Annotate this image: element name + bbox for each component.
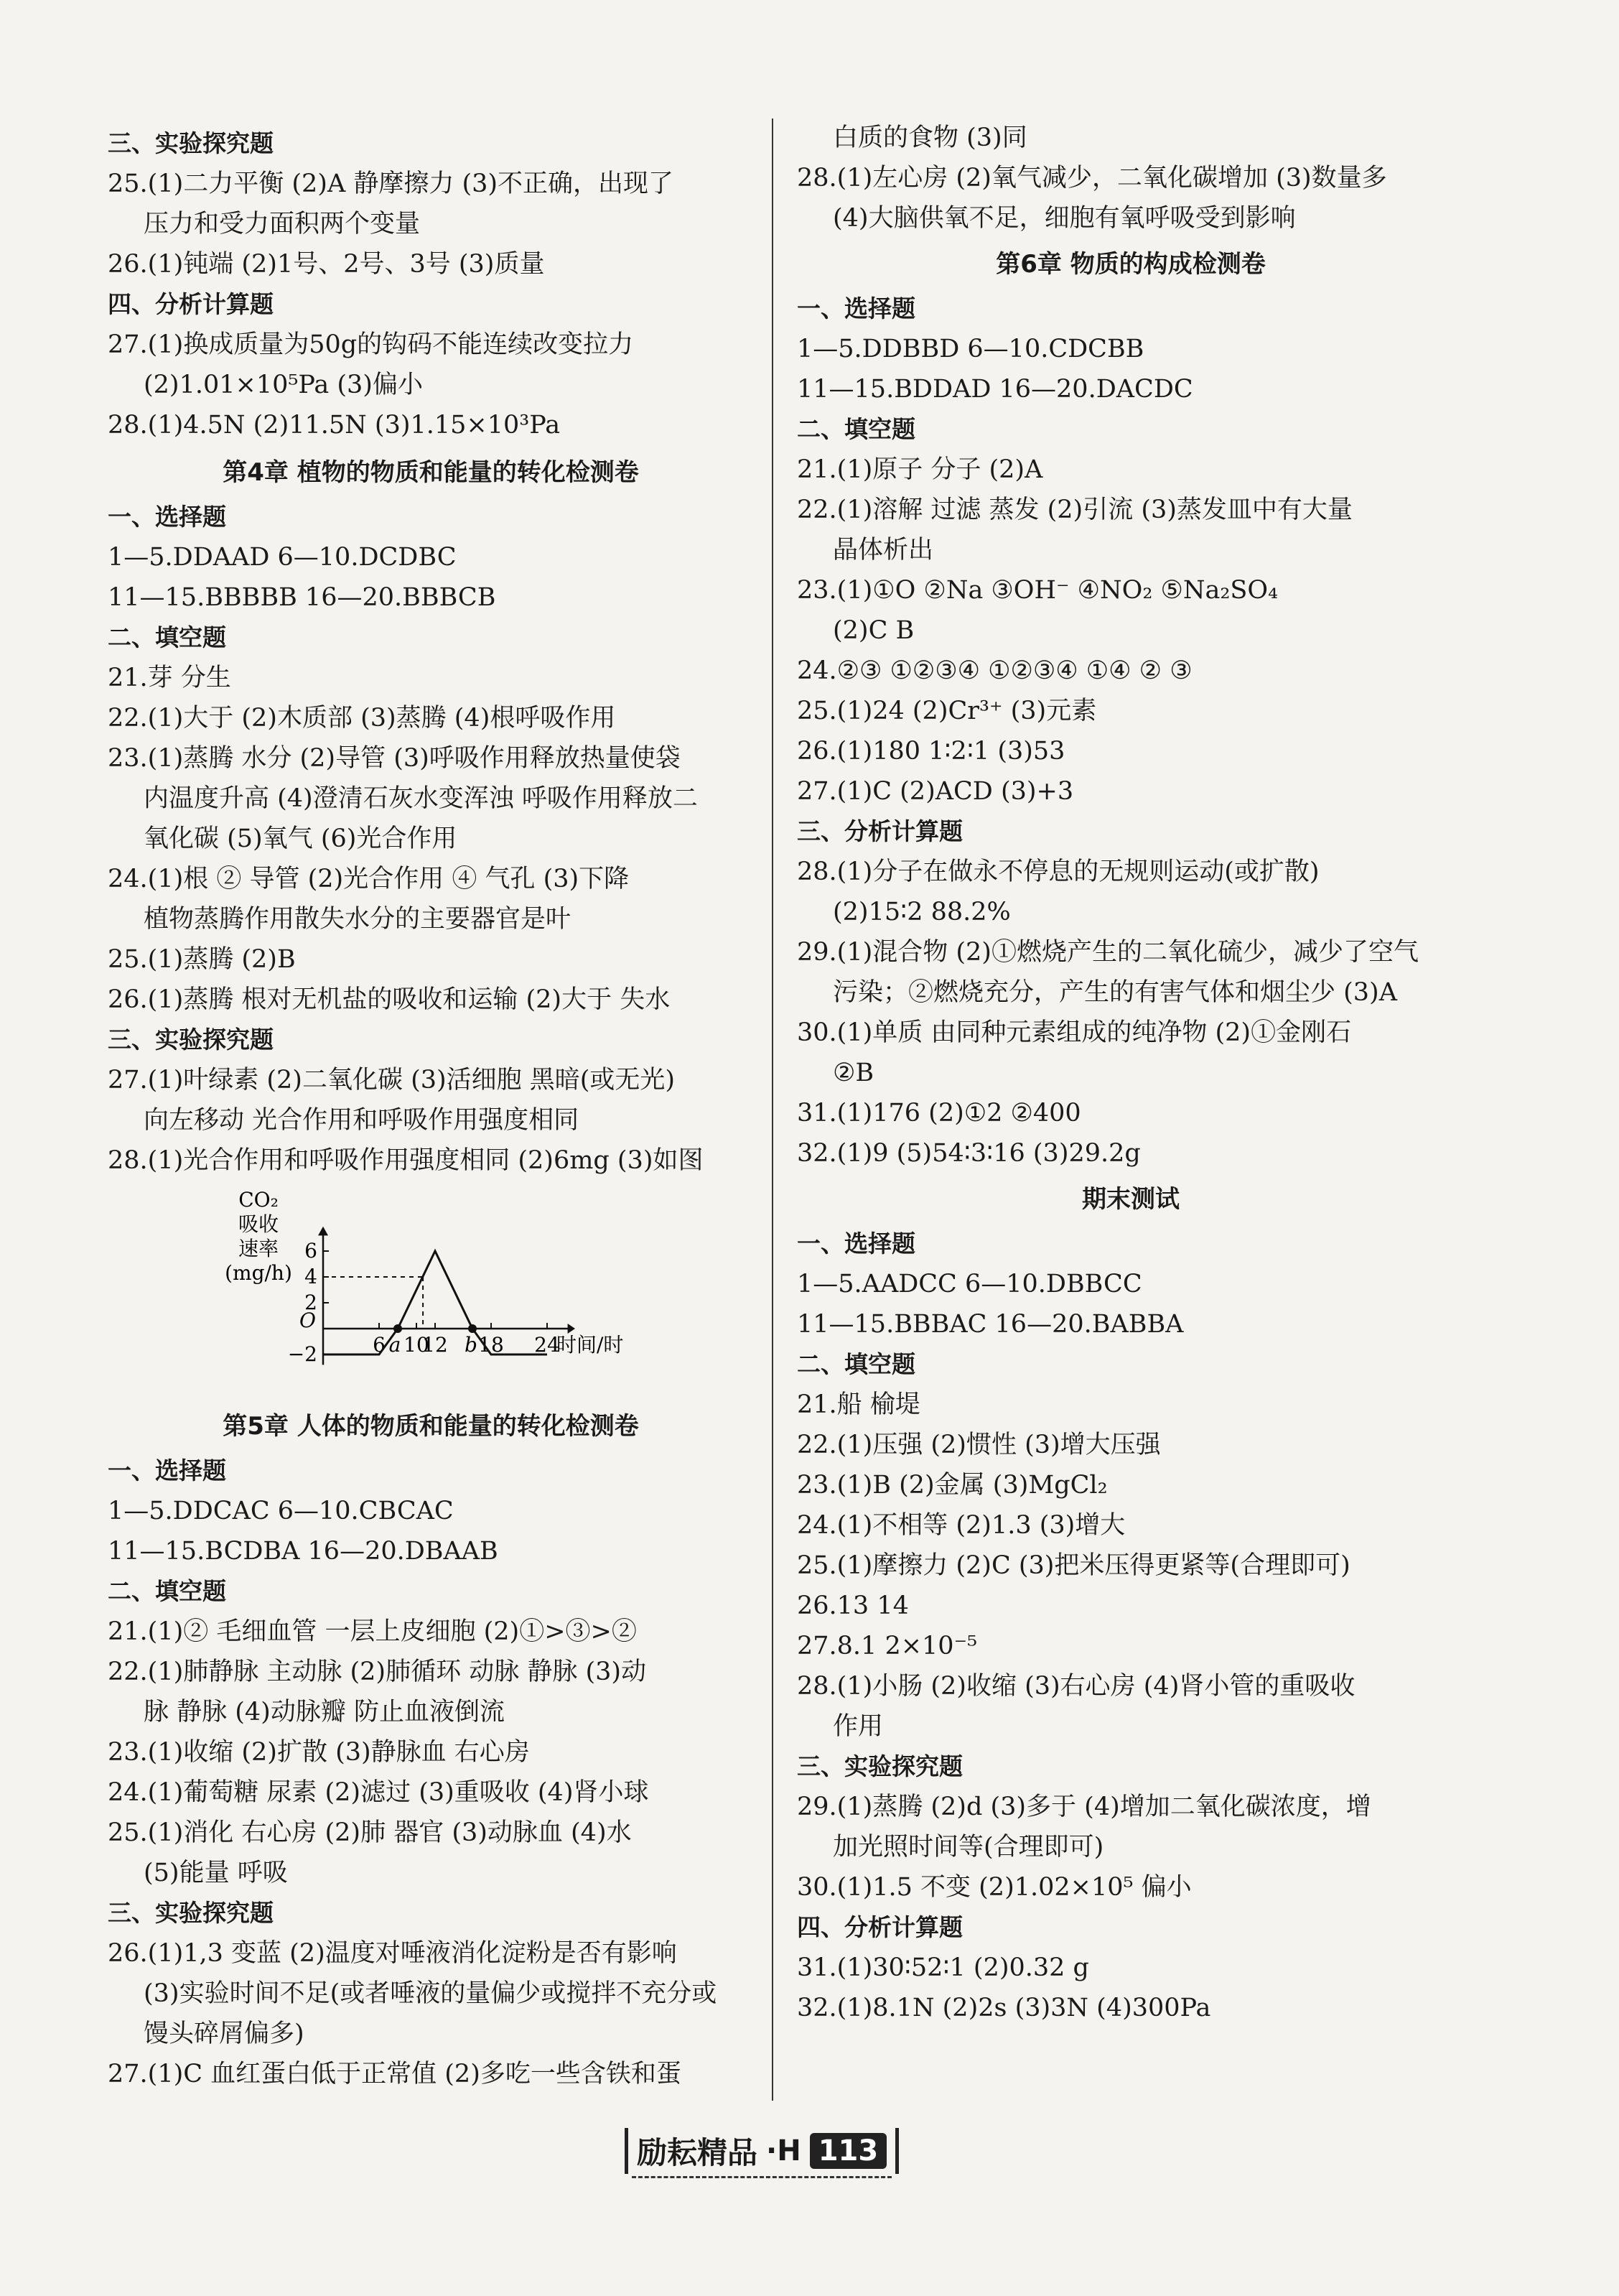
x-axis-label: 时间/时	[556, 1333, 624, 1357]
section-heading: 二、填空题	[108, 1577, 226, 1605]
answer-line: 27.(1)C 血红蛋白低于正常值 (2)多吃一些含铁和蛋	[108, 2060, 681, 2088]
answer-line: 32.(1)9 (5)54∶3∶16 (3)29.2g	[797, 1139, 1141, 1168]
answer-line: 26.(1)蒸腾 根对无机盐的吸收和运输 (2)大于 失水	[108, 985, 671, 1014]
answer-line: 脉 静脉 (4)动脉瓣 防止血液倒流	[144, 1698, 505, 1726]
section-heading: 二、填空题	[108, 623, 226, 651]
answer-line: (2)1.01×10⁵Pa (3)偏小	[144, 371, 423, 399]
answer-line: 28.(1)光合作用和呼吸作用强度相同 (2)6mg (3)如图	[108, 1146, 704, 1175]
origin-label: O	[299, 1309, 316, 1332]
point-b	[468, 1324, 477, 1333]
answer-line: 25.(1)24 (2)Cr³⁺ (3)元素	[797, 697, 1097, 725]
point-b-label: b	[465, 1333, 477, 1357]
answer-line: 27.(1)C (2)ACD (3)+3	[797, 777, 1074, 806]
answer-line: 27.8.1 2×10⁻⁵	[797, 1632, 978, 1660]
chapter-title: 第4章 植物的物质和能量的转化检测卷	[223, 458, 639, 487]
answer-line: 1—5.DDCAC 6—10.CBCAC	[108, 1497, 454, 1525]
answer-line: 26.(1)1,3 变蓝 (2)温度对唾液消化淀粉是否有影响	[108, 1939, 677, 1968]
x-tick-label: 12	[422, 1333, 448, 1357]
answer-line: 22.(1)压强 (2)惯性 (3)增大压强	[797, 1431, 1161, 1459]
y-axis-label: 吸收	[238, 1212, 279, 1236]
answer-line: 24.②③ ①②③④ ①②③④ ①④ ② ③	[797, 656, 1193, 685]
answer-line: (3)实验时间不足(或者唾液的量偏少或搅拌不充分或	[144, 1979, 717, 2008]
footer-dashed-line	[632, 2176, 892, 2178]
footer-bar-right	[895, 2128, 899, 2174]
y-tick-label: −2	[287, 1342, 317, 1366]
answer-line: 26.13 14	[797, 1591, 909, 1620]
answer-line: 压力和受力面积两个变量	[144, 210, 421, 238]
y-tick-label: 2	[304, 1291, 317, 1314]
point-a	[393, 1324, 402, 1333]
x-tick-label: 18	[478, 1333, 504, 1357]
y-axis-label: CO₂	[238, 1188, 279, 1212]
answer-line: 29.(1)蒸腾 (2)d (3)多于 (4)增加二氧化碳浓度，增	[797, 1793, 1371, 1821]
section-heading: 一、选择题	[108, 503, 226, 531]
answer-line: 22.(1)肺静脉 主动脉 (2)肺循环 动脉 静脉 (3)动	[108, 1658, 647, 1686]
answer-line: 24.(1)根 ② 导管 (2)光合作用 ④ 气孔 (3)下降	[108, 865, 630, 893]
answer-line: 32.(1)8.1N (2)2s (3)3N (4)300Pa	[797, 1994, 1211, 2022]
answer-line: 25.(1)二力平衡 (2)A 静摩擦力 (3)不正确，出现了	[108, 169, 674, 198]
answer-line: 1—5.AADCC 6—10.DBBCC	[797, 1270, 1142, 1298]
section-heading: 一、选择题	[797, 294, 915, 322]
x-tick-label: 10	[403, 1333, 429, 1357]
answer-line: 向左移动 光合作用和呼吸作用强度相同	[144, 1106, 579, 1135]
answer-line: 白质的食物 (3)同	[833, 124, 1027, 152]
answer-line: (4)大脑供氧不足，细胞有氧呼吸受到影响	[833, 204, 1296, 233]
answer-line: 28.(1)小肠 (2)收缩 (3)右心房 (4)肾小管的重吸收	[797, 1672, 1356, 1701]
answer-line: 馒头碎屑偏多)	[144, 2020, 304, 2048]
chapter-title: 期末测试	[1082, 1185, 1180, 1214]
page-number: 113	[810, 2133, 887, 2169]
answer-line: (2)C B	[833, 616, 915, 645]
answer-line: 31.(1)176 (2)①2 ②400	[797, 1099, 1081, 1128]
answer-line: 11—15.BBBBB 16—20.BBBCB	[108, 583, 496, 612]
y-tick-label: 6	[304, 1239, 317, 1263]
co2-absorption-chart	[223, 1185, 739, 1386]
y-axis-label: 速率	[238, 1237, 279, 1260]
footer-bar-left	[625, 2128, 628, 2174]
answer-line: (2)15∶2 88.2%	[833, 898, 1011, 926]
answer-line: 11—15.BCDBA 16—20.DBAAB	[108, 1537, 498, 1566]
section-heading: 三、实验探究题	[108, 1899, 274, 1927]
section-heading: 四、分析计算题	[797, 1913, 963, 1941]
answer-line: 23.(1)收缩 (2)扩散 (3)静脉血 右心房	[108, 1738, 530, 1767]
answer-line: 23.(1)①O ②Na ③OH⁻ ④NO₂ ⑤Na₂SO₄	[797, 576, 1279, 605]
section-heading: 三、实验探究题	[108, 1026, 274, 1054]
answer-line: 26.(1)钝端 (2)1号、2号、3号 (3)质量	[108, 250, 545, 279]
answer-line: 25.(1)消化 右心房 (2)肺 器官 (3)动脉血 (4)水	[108, 1818, 632, 1847]
answer-line: 25.(1)蒸腾 (2)B	[108, 945, 296, 974]
chapter-title: 第5章 人体的物质和能量的转化检测卷	[223, 1412, 639, 1441]
answer-line: 29.(1)混合物 (2)①燃烧产生的二氧化硫少，减少了空气	[797, 938, 1419, 967]
answer-line: 11—15.BBBAC 16—20.BABBA	[797, 1310, 1184, 1339]
answer-line: 污染；②燃烧充分，产生的有害气体和烟尘少 (3)A	[833, 978, 1397, 1007]
answer-line: 28.(1)分子在做永不停息的无规则运动(或扩散)	[797, 857, 1320, 886]
y-tick-label: 4	[304, 1265, 317, 1288]
answer-line: 22.(1)大于 (2)木质部 (3)蒸腾 (4)根呼吸作用	[108, 704, 616, 733]
answer-line: 晶体析出	[833, 536, 934, 564]
answer-line: 21.(1)② 毛细血管 一层上皮细胞 (2)①>③>②	[108, 1617, 637, 1646]
section-heading: 三、实验探究题	[797, 1752, 963, 1780]
answer-line: 作用	[833, 1712, 884, 1741]
x-tick-label: 6	[373, 1333, 386, 1357]
answer-line: 25.(1)摩擦力 (2)C (3)把米压得更紧等(合理即可)	[797, 1551, 1350, 1580]
x-tick-label: 24	[534, 1333, 560, 1357]
section-heading: 四、分析计算题	[108, 290, 274, 318]
answer-line: 28.(1)左心房 (2)氧气减少，二氧化碳增加 (3)数量多	[797, 164, 1387, 192]
answer-line: 24.(1)不相等 (2)1.3 (3)增大	[797, 1511, 1126, 1540]
answer-line: 内温度升高 (4)澄清石灰水变浑浊 呼吸作用释放二	[144, 784, 698, 813]
answer-line: ②B	[833, 1059, 874, 1087]
answer-line: 21.(1)原子 分子 (2)A	[797, 455, 1043, 484]
answer-line: 24.(1)葡萄糖 尿素 (2)滤过 (3)重吸收 (4)肾小球	[108, 1778, 649, 1807]
section-heading: 三、实验探究题	[108, 129, 274, 157]
x-axis-arrow	[568, 1324, 575, 1334]
y-axis-label: (mg/h)	[225, 1261, 292, 1285]
footer-brand: 励耘精品	[637, 2135, 758, 2170]
point-a-label: a	[388, 1333, 401, 1357]
answer-line: 27.(1)叶绿素 (2)二氧化碳 (3)活细胞 黑暗(或无光)	[108, 1066, 676, 1094]
answer-line: (5)能量 呼吸	[144, 1859, 288, 1887]
section-heading: 二、填空题	[797, 415, 915, 443]
answer-line: 27.(1)换成质量为50g的钩码不能连续改变拉力	[108, 330, 634, 359]
section-heading: 三、分析计算题	[797, 817, 963, 845]
footer-edition: ·H	[766, 2134, 801, 2167]
answer-line: 21.船 榆堤	[797, 1390, 920, 1419]
answer-line: 1—5.DDAAD 6—10.DCDBC	[108, 543, 457, 572]
answer-line: 28.(1)4.5N (2)11.5N (3)1.15×10³Pa	[108, 411, 561, 440]
answer-line: 加光照时间等(合理即可)	[833, 1833, 1104, 1862]
y-axis-arrow	[318, 1227, 328, 1236]
answer-line: 11—15.BDDAD 16—20.DACDC	[797, 375, 1193, 404]
answer-line: 30.(1)单质 由同种元素组成的纯净物 (2)①金刚石	[797, 1018, 1352, 1047]
answer-line: 1—5.DDBBD 6—10.CDCBB	[797, 335, 1144, 363]
answer-line: 31.(1)30∶52∶1 (2)0.32 g	[797, 1953, 1089, 1982]
section-heading: 一、选择题	[797, 1230, 915, 1258]
chapter-title: 第6章 物质的构成检测卷	[996, 250, 1266, 279]
section-heading: 一、选择题	[108, 1456, 226, 1484]
answer-line: 23.(1)蒸腾 水分 (2)导管 (3)呼吸作用释放热量使袋	[108, 744, 681, 773]
answer-line: 氧化碳 (5)氧气 (6)光合作用	[144, 824, 457, 853]
answer-line: 26.(1)180 1∶2∶1 (3)53	[797, 737, 1065, 766]
answer-line: 植物蒸腾作用散失水分的主要器官是叶	[144, 905, 571, 934]
answer-line: 23.(1)B (2)金属 (3)MgCl₂	[797, 1471, 1108, 1500]
answer-line: 21.芽 分生	[108, 664, 231, 692]
page-footer	[625, 2122, 899, 2180]
section-heading: 二、填空题	[797, 1350, 915, 1378]
answer-line: 30.(1)1.5 不变 (2)1.02×10⁵ 偏小	[797, 1873, 1192, 1902]
answer-line: 22.(1)溶解 过滤 蒸发 (2)引流 (3)蒸发皿中有大量	[797, 496, 1353, 524]
column-divider	[772, 118, 773, 2101]
